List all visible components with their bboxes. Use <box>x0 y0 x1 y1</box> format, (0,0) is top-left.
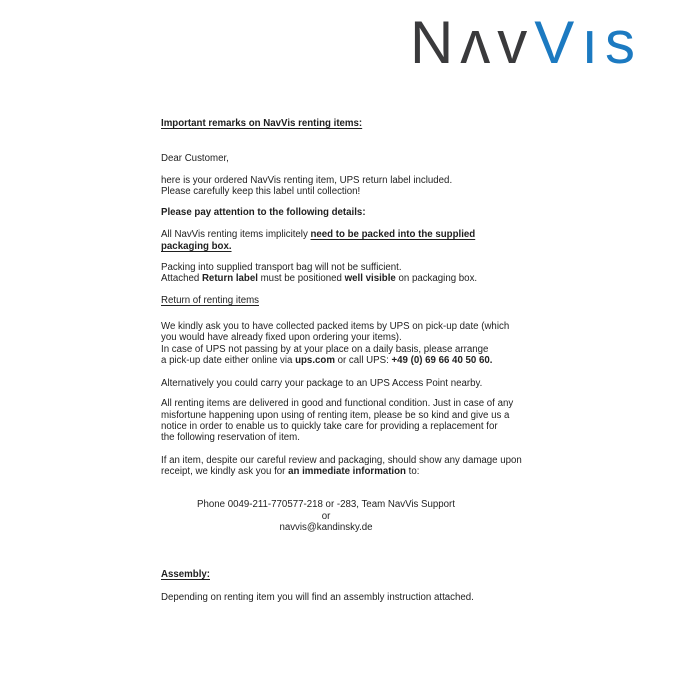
text-line <box>161 511 491 522</box>
text-run: +49 (0) 69 66 40 50 60. <box>391 354 493 366</box>
text-run: receipt, we kindly ask you for <box>161 465 289 477</box>
text-run: here is your ordered NavVis renting item, UPS return label included. <box>161 174 453 186</box>
logo-letter: V <box>534 9 582 76</box>
text-run: you would have already fixed upon ordering your items). <box>161 332 402 344</box>
attention-heading <box>161 207 537 218</box>
text-run: Alternatively you could carry your package to an UPS Access Point nearby. <box>161 378 483 390</box>
text-run: Dear Customer, <box>161 153 229 165</box>
text-line <box>161 241 537 252</box>
text-run: In case of UPS not passing by at your place on a daily basis, please arrange <box>161 343 489 355</box>
damage-paragraph <box>161 455 537 478</box>
intro-paragraph <box>161 175 537 198</box>
text-line <box>161 569 537 580</box>
text-line <box>161 262 537 273</box>
text-run: ups.com <box>295 354 335 366</box>
text-run: packaging box. <box>161 240 232 252</box>
navvis-logo <box>409 9 642 76</box>
text-line <box>161 321 537 332</box>
text-line <box>161 355 537 366</box>
return-heading <box>161 295 537 306</box>
access-point-paragraph <box>161 378 537 389</box>
text-run: Return of renting items <box>161 294 259 306</box>
logo-letter: ʌ <box>460 9 498 76</box>
text-run: Return label <box>201 273 258 285</box>
text-run: misfortune happening upon using of renting item, please be so kind and give us a <box>161 409 510 421</box>
text-run: All renting items are delivered in good and functional condition. Just in case of any <box>161 398 514 410</box>
text-run: Phone 0049-211-770577-218 or -283, Team NavVis Support <box>197 499 455 511</box>
text-line <box>161 398 537 409</box>
text-line <box>161 344 537 355</box>
logo-letter: N <box>409 9 461 76</box>
logo-letter: v <box>497 9 535 76</box>
doc-title <box>161 118 537 129</box>
text-run: notice in order to enable us to quickly take care for providing a replacement for <box>161 421 498 433</box>
text-line <box>161 186 537 197</box>
text-run: or <box>321 510 331 522</box>
text-line <box>161 592 537 603</box>
text-line <box>161 378 537 389</box>
text-run: a pick-up date either online via <box>161 354 296 366</box>
text-line <box>161 332 537 343</box>
text-run: to: <box>405 465 420 477</box>
text-line <box>161 229 537 240</box>
text-run: Packing into supplied transport bag will not be sufficient. <box>161 262 402 274</box>
salutation <box>161 153 537 164</box>
text-line <box>161 432 537 443</box>
text-run: We kindly ask you to have collected packed items by UPS on pick-up date (which <box>161 320 510 332</box>
text-run: navvis@kandinsky.de <box>279 521 373 533</box>
text-line <box>161 207 537 218</box>
text-line <box>161 118 537 129</box>
text-line <box>161 522 491 533</box>
text-run: on packaging box. <box>395 273 478 285</box>
packing-note <box>161 262 537 285</box>
text-run: need to be packed into the supplied <box>310 229 476 241</box>
text-line <box>161 153 537 164</box>
text-line <box>161 455 537 466</box>
text-run: must be positioned <box>257 273 345 285</box>
text-run: or call UPS: <box>334 354 392 366</box>
text-run: Please carefully keep this label until collection! <box>161 185 361 197</box>
text-line <box>161 466 537 477</box>
text-run: well visible <box>344 273 396 285</box>
text-line <box>161 410 537 421</box>
text-line <box>161 295 537 306</box>
text-line <box>161 273 537 284</box>
text-run: If an item, despite our careful review and packaging, should show any damage upon <box>161 454 522 466</box>
text-run: Depending on renting item you will find an assembly instruction attached. <box>161 592 474 604</box>
text-run: Attached <box>161 273 202 285</box>
text-run: Important remarks on NavVis renting items: <box>161 118 363 129</box>
assembly-note <box>161 592 537 603</box>
text-run: Assembly: <box>161 569 210 581</box>
logo-letter: s <box>605 9 642 76</box>
text-line <box>161 499 491 510</box>
text-run: All NavVis renting items implicitely <box>161 229 311 241</box>
packing-rule <box>161 229 537 252</box>
text-line <box>161 421 537 432</box>
logo-letter: ı <box>581 9 605 76</box>
condition-paragraph <box>161 398 537 443</box>
document-body <box>161 118 537 604</box>
text-run: the following reservation of item. <box>161 432 300 444</box>
text-line <box>161 175 537 186</box>
text-run: Please pay attention to the following details: <box>161 207 366 219</box>
assembly-heading <box>161 569 537 580</box>
contact-block <box>161 499 491 533</box>
pickup-paragraph <box>161 321 537 366</box>
text-run: an immediate information <box>288 465 406 477</box>
